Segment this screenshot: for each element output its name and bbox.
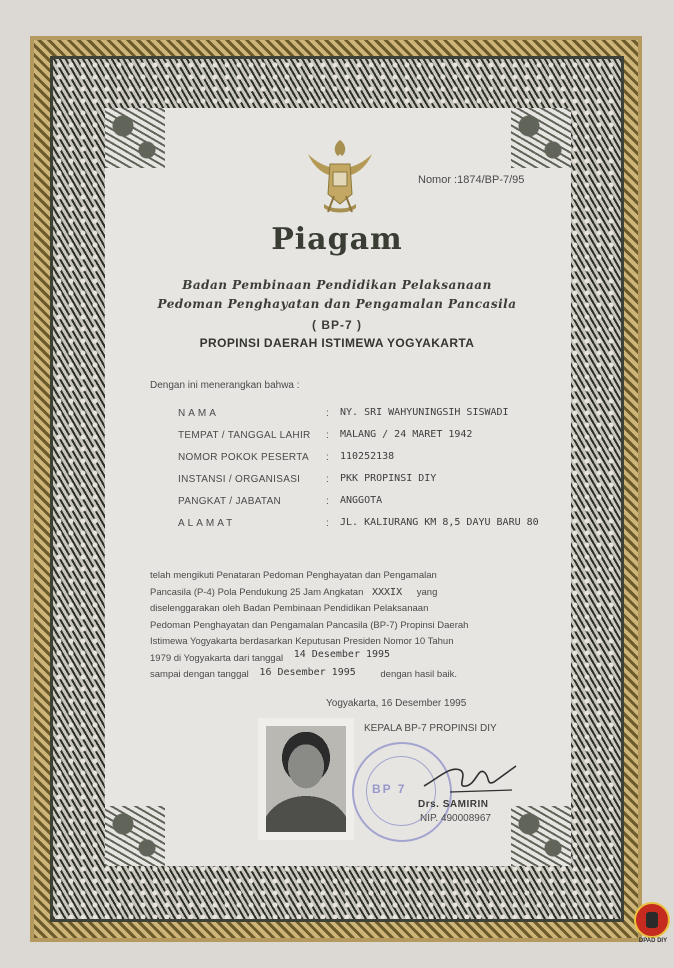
body-text-fragment: Pancasila (P-4) Pola Pendukung 25 Jam Angkatan — [150, 586, 364, 598]
garuda-emblem-icon — [300, 134, 380, 218]
field-value: 110252138 — [340, 451, 395, 462]
body-text-fragment: dengan hasil baik. — [380, 669, 457, 680]
certificate-body-text — [150, 568, 534, 684]
signer-nip: NIP. 490008967 — [420, 813, 491, 824]
body-text-fragment: sampai dengan tanggal — [150, 669, 249, 680]
body-line — [150, 648, 534, 668]
date-from-value: 14 Desember 1995 — [293, 648, 391, 660]
corner-ornament-bottom-right — [511, 806, 571, 866]
body-line: Pedoman Penghayatan dan Pengamalan Pancasila (BP-7) Propinsi Daerah — [150, 619, 469, 631]
certificate-number: Nomor :1874/BP-7/95 — [418, 174, 525, 186]
organization-line-1: Badan Pembinaan Pendidikan Pelaksanaan — [182, 278, 492, 292]
field-colon: : — [326, 430, 329, 441]
field-value: PKK PROPINSI DIY — [340, 473, 437, 484]
field-row-birth — [178, 430, 578, 452]
field-label: INSTANSI / ORGANISASI — [178, 474, 301, 485]
corner-ornament-top-left — [105, 108, 165, 168]
participant-fields — [178, 408, 578, 540]
field-colon: : — [326, 496, 329, 507]
dpad-diy-logo-icon — [634, 902, 670, 938]
angkatan-value: XXXIX — [372, 586, 403, 598]
stamp-text: BP 7 — [372, 782, 407, 796]
intro-text: Dengan ini menerangkan bahwa : — [150, 380, 300, 391]
organization-line-2: Pedoman Penghayatan dan Pengamalan Pancasila — [157, 297, 517, 311]
corner-ornament-bottom-left — [105, 806, 165, 866]
field-label: NOMOR POKOK PESERTA — [178, 452, 309, 463]
field-label: ALAMAT — [178, 518, 236, 529]
field-row-rank — [178, 496, 578, 518]
body-line: Istimewa Yogyakarta berdasarkan Keputusan Presiden Nomor 10 Tahun — [150, 636, 454, 647]
field-row-organization — [178, 474, 578, 496]
place-and-date: Yogyakarta, 16 Desember 1995 — [326, 698, 467, 709]
field-colon: : — [326, 474, 329, 485]
field-value: JL. KALIURANG KM 8,5 DAYU BARU 80 — [340, 517, 539, 528]
body-text-fragment: yang — [416, 586, 438, 598]
field-row-address — [178, 518, 578, 540]
field-value: ANGGOTA — [340, 495, 383, 506]
field-value: MALANG / 24 MARET 1942 — [340, 429, 473, 440]
participant-photo-frame — [258, 718, 354, 840]
province-title: PROPINSI DAERAH ISTIMEWA YOGYAKARTA — [199, 336, 475, 350]
organization-abbreviation: ( BP-7 ) — [312, 318, 362, 332]
field-colon: : — [326, 518, 329, 529]
field-label: TEMPAT / TANGGAL LAHIR — [178, 430, 311, 441]
field-row-name — [178, 408, 578, 430]
certificate-title: Piagam — [271, 222, 403, 257]
participant-photo — [266, 726, 346, 832]
body-line — [150, 667, 534, 684]
field-label: PANGKAT / JABATAN — [178, 496, 282, 507]
body-line — [150, 585, 534, 602]
logo-caption: DPAD DIY — [638, 938, 668, 944]
corner-ornament-top-right — [511, 108, 571, 168]
date-to-value: 16 Desember 1995 — [259, 667, 356, 678]
logo-core — [646, 912, 658, 928]
signer-name: Drs. SAMIRIN — [418, 799, 489, 810]
field-value: NY. SRI WAHYUNINGSIH SISWADI — [340, 407, 509, 418]
body-line: telah mengikuti Penataran Pedoman Penghayatan dan Pengamalan — [150, 570, 437, 581]
body-text-fragment: 1979 di Yogyakarta dari tanggal — [150, 652, 284, 664]
field-row-participant-number — [178, 452, 578, 474]
field-label: NAMA — [178, 408, 219, 419]
field-colon: : — [326, 452, 329, 463]
field-colon: : — [326, 408, 329, 419]
body-line: diselenggarakan oleh Badan Pembinaan Pendidikan Pelaksanaan — [150, 603, 429, 614]
signer-position: KEPALA BP-7 PROPINSI DIY — [364, 723, 497, 734]
signature-icon — [420, 756, 520, 796]
